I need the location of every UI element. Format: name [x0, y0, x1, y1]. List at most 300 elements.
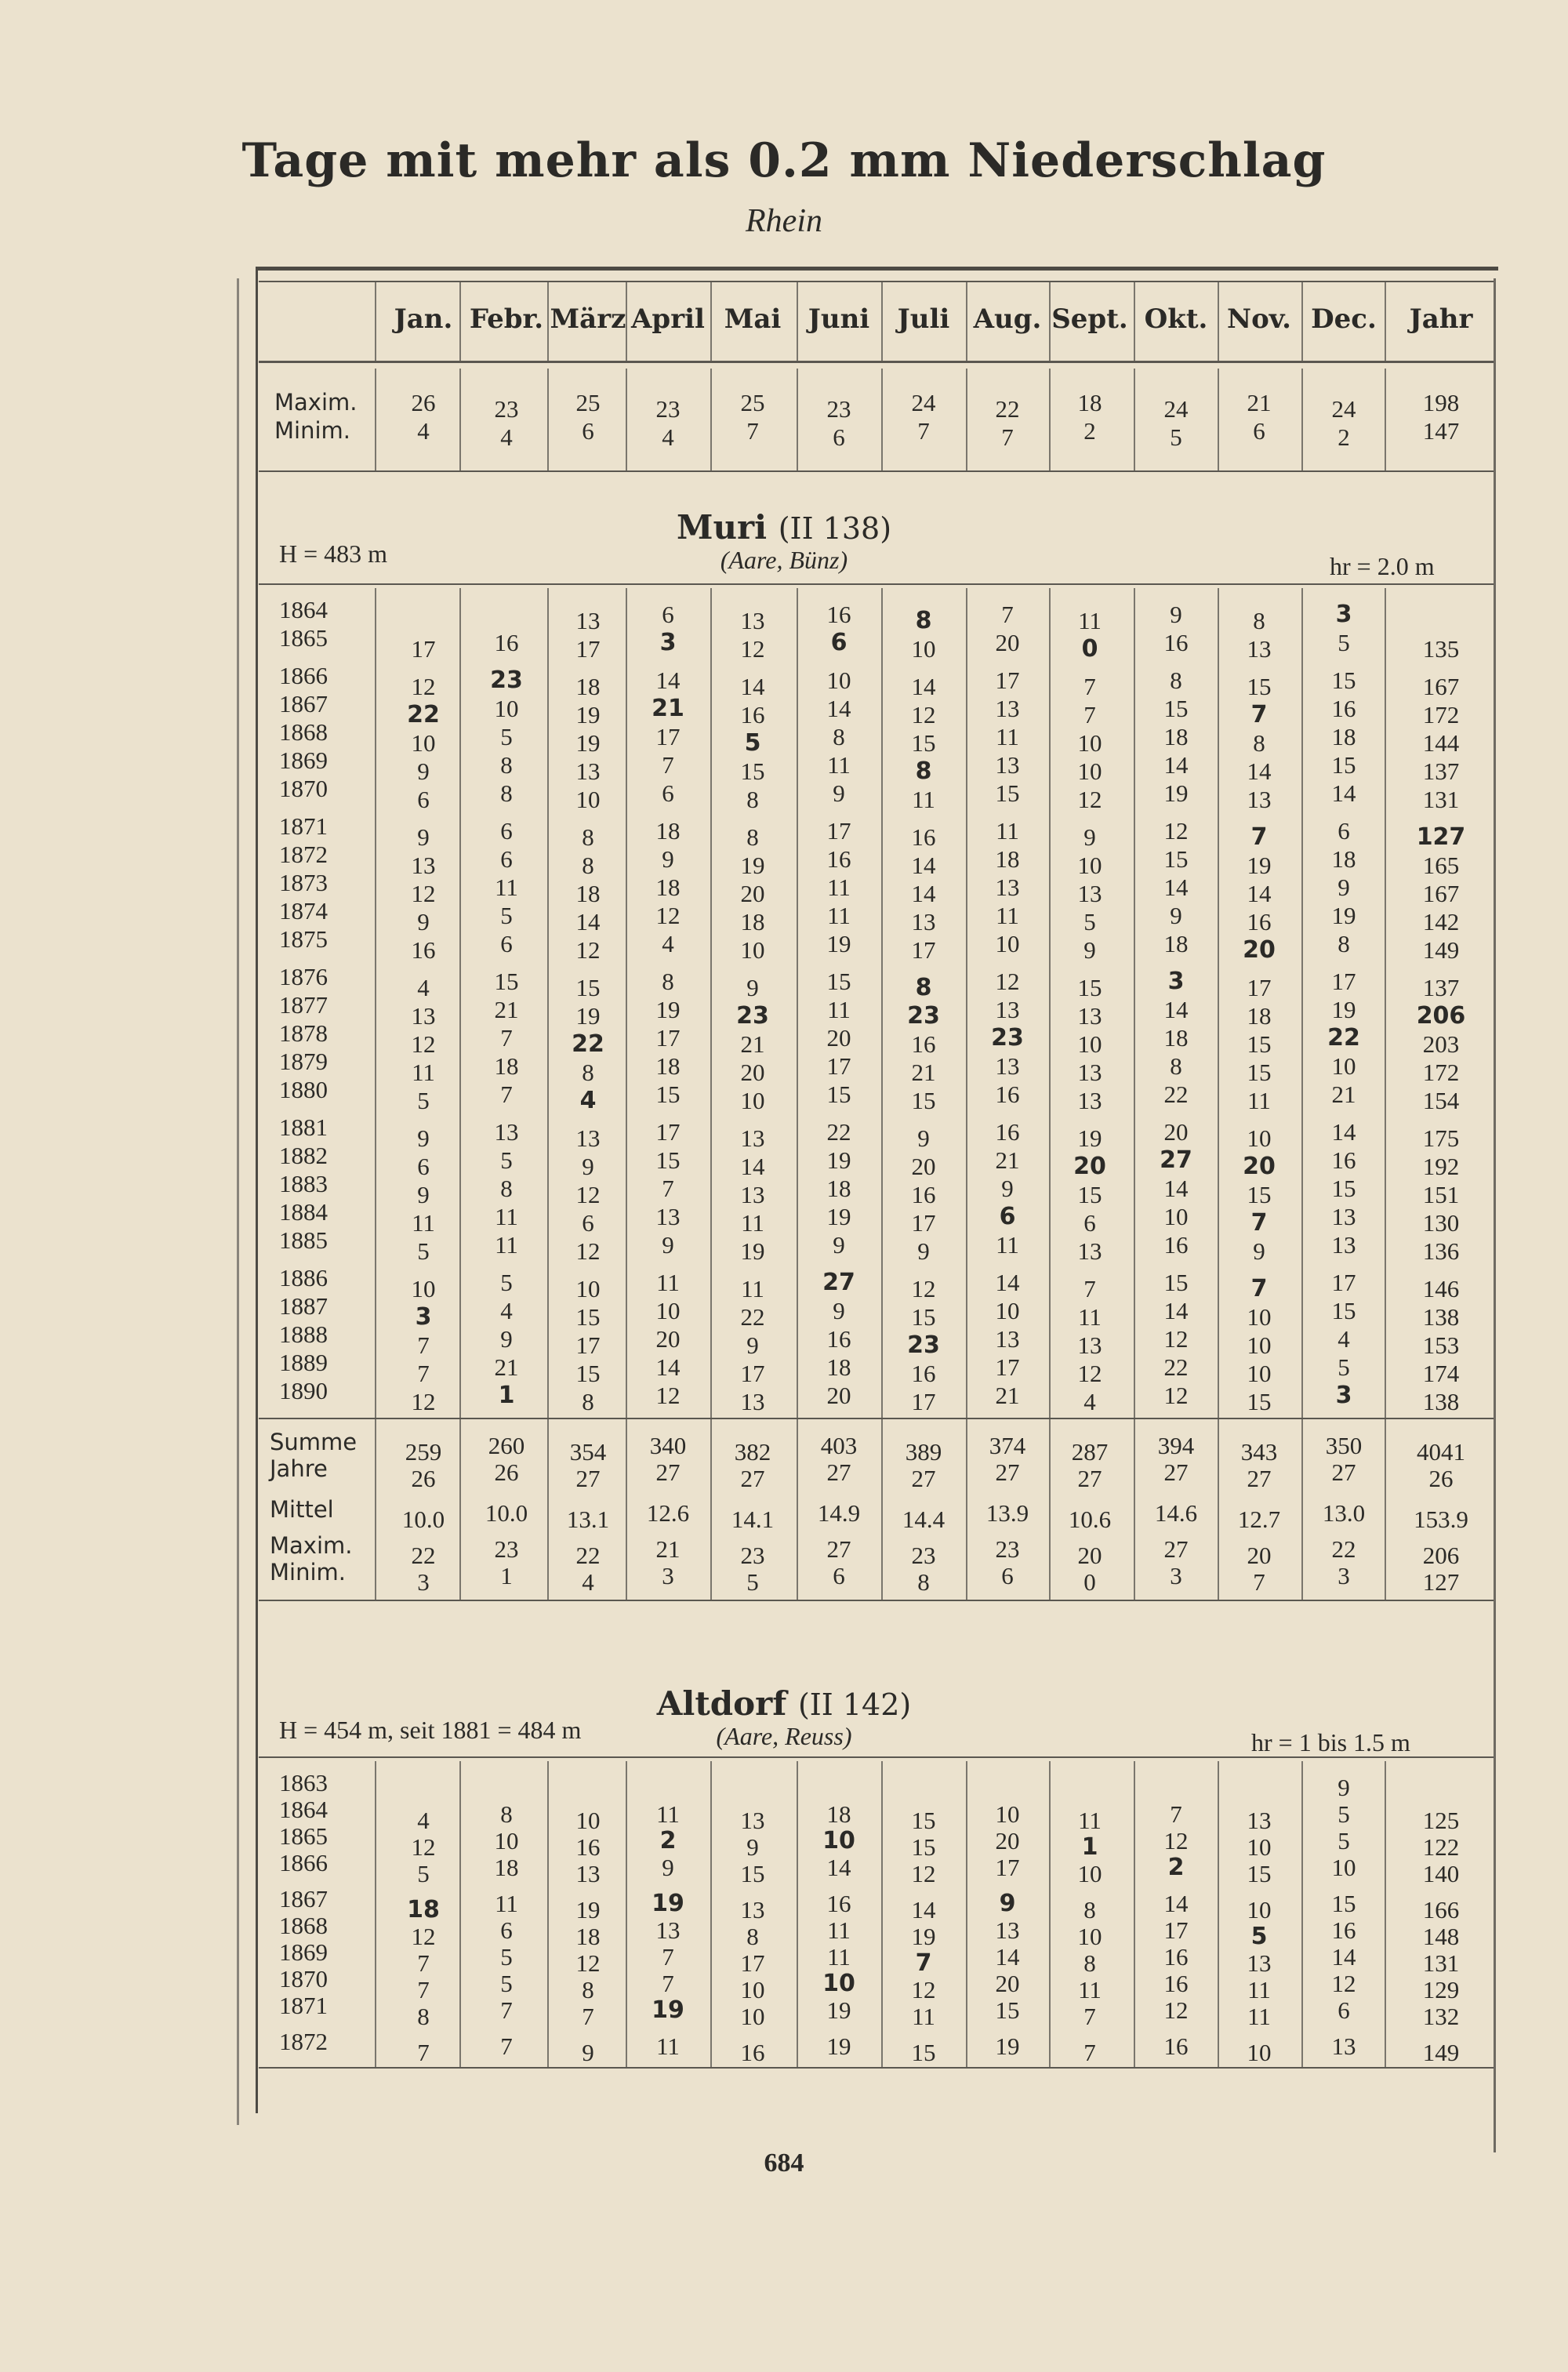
altdorf-year-label: 1869 [279, 1938, 328, 1966]
table-cell: 10 [822, 1970, 855, 1997]
table-cell: 17 [911, 936, 936, 964]
table-cell: 131 [1422, 786, 1460, 813]
muri-year-label: 1880 [279, 1076, 328, 1103]
table-cell: 12.6 [646, 1499, 690, 1527]
muri-summary-label: Minim. [270, 1559, 346, 1586]
table-cell: 16 [1163, 2032, 1189, 2060]
table-cell: 13 [1247, 1807, 1272, 1834]
table-cell: 19 [826, 1203, 851, 1230]
table-cell: 11 [1078, 1976, 1102, 2003]
muri-year-label: 1870 [279, 775, 328, 802]
table-cell: 17 [911, 1388, 936, 1415]
muri-year-label: 1864 [279, 596, 328, 623]
table-cell: 14 [1331, 1943, 1356, 1971]
table-cell: 12 [1077, 1360, 1102, 1387]
altdorf-divider [547, 1761, 549, 2067]
table-cell: 9 [1170, 902, 1182, 929]
table-cell: 10 [995, 930, 1020, 957]
muri-divider [1301, 588, 1303, 1418]
table-cell: 6 [500, 930, 513, 957]
table-cell: 9 [417, 908, 430, 935]
table-cell: 19 [652, 1996, 684, 2024]
table-cell: 13 [740, 1181, 765, 1208]
table-cell: 11 [912, 2003, 935, 2030]
table-cell: 15 [494, 968, 519, 995]
altdorf-top-rule [259, 1756, 1494, 1758]
table-cell: 13 [1077, 1087, 1102, 1114]
table-cell: 5 [417, 1237, 430, 1265]
table-cell: 10 [1247, 1303, 1272, 1331]
table-cell: 10.0 [401, 1506, 445, 1533]
table-cell: 16 [575, 1833, 601, 1861]
table-cell: 13 [1331, 1203, 1356, 1230]
table-cell: 9 [833, 779, 845, 807]
table-cell: 6 [662, 601, 674, 628]
table-cell: 7 [500, 1996, 513, 2024]
table-cell: 22 [407, 701, 440, 728]
table-cell: 14 [1247, 880, 1272, 907]
table-cell: 1 [500, 1562, 513, 1589]
table-cell: 6 [582, 417, 594, 445]
table-cell: 8 [500, 1175, 513, 1202]
altdorf-divider [1134, 1761, 1135, 2067]
altdorf-year-label: 1870 [279, 1965, 328, 1992]
table-cell: 10 [1077, 1860, 1102, 1887]
table-cell: 4 [579, 1087, 597, 1114]
table-cell: 18 [575, 1923, 601, 1950]
table-cell: 12 [575, 1181, 601, 1208]
table-cell: 12 [911, 1976, 936, 2003]
table-cell: 13 [655, 1203, 681, 1230]
table-cell: 7 [1083, 2003, 1096, 2030]
table-cell: 6 [1253, 417, 1265, 445]
muri-year-label: 1878 [279, 1019, 328, 1047]
table-cell: 17 [1331, 968, 1356, 995]
table-cell: 12 [575, 1949, 601, 1977]
table-cell: 21 [494, 1353, 519, 1381]
table-cell: 14 [826, 1854, 851, 1881]
table-cell: 24 [911, 389, 936, 416]
table-cell: 12 [411, 1923, 436, 1950]
page-subtitle: Rhein [746, 203, 822, 239]
table-cell: 8 [1253, 607, 1265, 634]
table-cell: 7 [417, 1949, 430, 1977]
table-cell: 9 [746, 1331, 759, 1359]
table-cell: 16 [494, 629, 519, 656]
table-cell: 19 [1247, 852, 1272, 879]
header-top-rule [259, 281, 1494, 282]
muri-summary-divider [881, 1419, 883, 1601]
table-cell: 6 [1083, 1209, 1096, 1237]
altdorf-year-label: 1866 [279, 1849, 328, 1876]
muri-year-label: 1875 [279, 925, 328, 953]
table-cell: 12 [411, 1388, 436, 1415]
table-cell: 12 [740, 635, 765, 663]
table-cell: 9 [662, 1854, 674, 1881]
table-cell: 13.0 [1322, 1499, 1366, 1527]
table-cell: 19 [826, 930, 851, 957]
table-cell: 18 [1331, 845, 1356, 873]
table-cell: 20 [995, 1827, 1020, 1854]
table-cell: 8 [1338, 930, 1350, 957]
table-cell: 13.9 [985, 1499, 1029, 1527]
table-cell: 23 [911, 1542, 936, 1569]
table-cell: 13 [740, 1124, 765, 1152]
table-cell: 12 [411, 1833, 436, 1861]
table-cell: 131 [1422, 1949, 1460, 1977]
table-cell: 16 [911, 1030, 936, 1058]
table-cell: 4 [1083, 1388, 1096, 1415]
table-cell: 15 [1331, 667, 1356, 694]
table-cell: 21 [652, 695, 684, 722]
table-cell: 137 [1422, 974, 1460, 1001]
muri-summary-label: Mittel [270, 1496, 334, 1523]
table-cell: 10 [1077, 757, 1102, 785]
altdorf-divider [1301, 1761, 1303, 2067]
rhein-divider [626, 369, 627, 470]
table-cell: 10 [1331, 1854, 1356, 1881]
table-cell: 7 [500, 1024, 513, 1052]
muri-year-label: 1890 [279, 1377, 328, 1404]
altdorf-divider [375, 1761, 376, 2067]
table-cell: 5 [500, 1269, 513, 1296]
table-cell: 8 [1083, 1949, 1096, 1977]
table-cell: 192 [1422, 1153, 1460, 1180]
muri-year-label: 1885 [279, 1226, 328, 1254]
table-cell: 13.1 [566, 1506, 610, 1533]
table-cell: 7 [1083, 701, 1096, 728]
table-cell: 174 [1422, 1360, 1460, 1387]
table-cell: 21 [494, 996, 519, 1023]
table-cell: 11 [827, 874, 851, 901]
table-cell: 11 [1078, 1303, 1102, 1331]
table-cell: 3 [417, 1568, 430, 1596]
table-cell: 16 [740, 701, 765, 728]
table-cell: 10 [995, 1297, 1020, 1324]
muri-year-label: 1887 [279, 1292, 328, 1320]
table-cell: 19 [911, 1923, 936, 1950]
table-cell: 13 [995, 1325, 1020, 1353]
altdorf-station-name: Altdorf [656, 1684, 787, 1723]
header-divider [966, 282, 967, 361]
table-cell: 16 [1331, 1146, 1356, 1174]
table-cell: 4 [500, 1297, 513, 1324]
table-cell: 10 [740, 2003, 765, 2030]
rhein-divider [459, 369, 461, 470]
table-cell: 16 [411, 936, 436, 964]
table-cell: 18 [655, 874, 681, 901]
table-cell: 10 [1247, 1360, 1272, 1387]
table-cell: 2 [659, 1827, 677, 1854]
table-cell: 11 [741, 1275, 764, 1302]
table-cell: 22 [1163, 1081, 1189, 1108]
rhein-divider [966, 369, 967, 470]
table-cell: 14.4 [902, 1506, 946, 1533]
table-cell: 10 [1077, 729, 1102, 757]
table-cell: 26 [1428, 1465, 1454, 1492]
table-cell: 17 [655, 1118, 681, 1146]
muri-divider [626, 588, 627, 1418]
table-cell: 20 [1163, 1118, 1189, 1146]
table-cell: 15 [1331, 751, 1356, 779]
table-cell: 4 [417, 417, 430, 445]
table-cell: 9 [662, 1231, 674, 1259]
table-cell: 27 [1163, 1535, 1189, 1563]
table-cell: 6 [833, 423, 845, 451]
table-cell: 135 [1422, 635, 1460, 663]
column-header: Sept. [1051, 303, 1128, 335]
table-cell: 5 [500, 902, 513, 929]
table-cell: 5 [500, 1943, 513, 1971]
table-cell: 4 [582, 1568, 594, 1596]
table-cell: 25 [575, 389, 601, 416]
table-cell: 167 [1422, 880, 1460, 907]
table-cell: 5 [417, 1860, 430, 1887]
table-cell: 7 [1250, 823, 1268, 851]
table-cell: 7 [1083, 2039, 1096, 2066]
table-cell: 16 [1163, 1943, 1189, 1971]
table-cell: 374 [989, 1432, 1026, 1459]
table-cell: 27 [1331, 1458, 1356, 1486]
muri-summary-label: Jahre [270, 1455, 328, 1482]
table-cell: 10 [740, 936, 765, 964]
table-cell: 11 [495, 874, 518, 901]
table-cell: 260 [488, 1432, 525, 1459]
table-cell: 147 [1422, 417, 1460, 445]
table-cell: 8 [662, 968, 674, 995]
table-cell: 4041 [1417, 1438, 1465, 1466]
table-cell: 22 [575, 1542, 601, 1569]
muri-year-label: 1889 [279, 1349, 328, 1376]
table-cell: 20 [655, 1325, 681, 1353]
table-cell: 20 [740, 1059, 765, 1086]
muri-summary-divider [710, 1419, 712, 1601]
table-cell: 14 [1163, 1175, 1189, 1202]
table-cell: 403 [820, 1432, 858, 1459]
table-cell: 6 [500, 817, 513, 845]
muri-year-label: 1882 [279, 1142, 328, 1169]
table-cell: 15 [1331, 1175, 1356, 1202]
table-cell: 142 [1422, 908, 1460, 935]
table-cell: 27 [822, 1269, 855, 1296]
table-cell: 7 [1170, 1800, 1182, 1828]
table-cell: 8 [582, 1976, 594, 2003]
table-cell: 9 [582, 1153, 594, 1180]
table-cell: 16 [826, 1890, 851, 1917]
table-cell: 165 [1422, 852, 1460, 879]
table-cell: 8 [915, 607, 932, 634]
table-cell: 27 [1077, 1465, 1102, 1492]
table-cell: 11 [1247, 1087, 1271, 1114]
muri-summary-label: Maxim. [270, 1532, 353, 1559]
rhein-divider [797, 369, 798, 470]
muri-summary-divider [459, 1419, 461, 1601]
table-cell: 9 [746, 974, 759, 1001]
altdorf-year-label: 1864 [279, 1796, 328, 1823]
table-cell: 7 [917, 417, 930, 445]
table-cell: 354 [569, 1438, 607, 1466]
table-cell: 175 [1422, 1124, 1460, 1152]
table-cell: 11 [827, 902, 851, 929]
table-cell: 16 [911, 1360, 936, 1387]
table-cell: 24 [1331, 395, 1356, 423]
altdorf-divider [797, 1761, 798, 2067]
header-divider [375, 282, 376, 361]
altdorf-height: H = 454 m, seit 1881 = 484 m [279, 1716, 582, 1744]
table-cell: 389 [905, 1438, 942, 1466]
table-cell: 3 [1335, 1382, 1352, 1409]
table-cell: 23 [494, 1535, 519, 1563]
table-cell: 18 [1163, 723, 1189, 750]
table-cell: 13 [995, 996, 1020, 1023]
altdorf-divider [1049, 1761, 1051, 2067]
table-cell: 167 [1422, 673, 1460, 700]
table-cell: 15 [911, 1303, 936, 1331]
table-cell: 4 [662, 930, 674, 957]
table-cell: 8 [582, 823, 594, 851]
table-cell: 18 [494, 1854, 519, 1881]
table-cell: 15 [1247, 1059, 1272, 1086]
rhein-divider [1301, 369, 1303, 470]
table-cell: 7 [746, 417, 759, 445]
table-cell: 151 [1422, 1181, 1460, 1208]
muri-divider [966, 588, 967, 1418]
table-cell: 7 [1250, 1209, 1268, 1237]
table-cell: 13 [1331, 1231, 1356, 1259]
rhein-divider [881, 369, 883, 470]
table-cell: 12 [1163, 817, 1189, 845]
table-cell: 259 [405, 1438, 442, 1466]
table-cell: 5 [1338, 1827, 1350, 1854]
table-cell: 15 [655, 1146, 681, 1174]
table-cell: 13 [575, 1860, 601, 1887]
column-header: Nov. [1227, 303, 1291, 335]
table-cell: 11 [1247, 1976, 1271, 2003]
table-cell: 153 [1422, 1331, 1460, 1359]
table-cell: 5 [1250, 1923, 1268, 1950]
table-cell: 10 [740, 1087, 765, 1114]
table-cell: 10 [575, 786, 601, 813]
table-cell: 17 [995, 1353, 1020, 1381]
table-cell: 26 [411, 1465, 436, 1492]
table-cell: 12 [911, 701, 936, 728]
table-cell: 350 [1325, 1432, 1363, 1459]
table-cell: 21 [655, 1535, 681, 1563]
table-cell: 9 [1083, 823, 1096, 851]
table-cell: 26 [411, 389, 436, 416]
altdorf-divider [881, 1761, 883, 2067]
table-cell: 19 [575, 1896, 601, 1923]
table-cell: 15 [740, 1860, 765, 1887]
table-cell: 23 [995, 1535, 1020, 1563]
table-cell: 9 [917, 1124, 930, 1152]
header-divider [1301, 282, 1303, 361]
table-cell: 12 [575, 1237, 601, 1265]
column-header: Okt. [1144, 303, 1208, 335]
table-cell: 6 [500, 1916, 513, 1944]
table-cell: 20 [911, 1153, 936, 1180]
table-cell: 12 [655, 1382, 681, 1409]
table-cell: 16 [740, 2039, 765, 2066]
table-cell: 20 [1073, 1153, 1106, 1180]
table-cell: 5 [417, 1087, 430, 1114]
table-cell: 14 [911, 852, 936, 879]
table-cell: 10 [411, 1275, 436, 1302]
table-cell: 13 [1331, 2032, 1356, 2060]
table-cell: 15 [911, 729, 936, 757]
table-cell: 10 [1163, 1203, 1189, 1230]
altdorf-year-label: 1868 [279, 1912, 328, 1939]
table-cell: 5 [500, 1146, 513, 1174]
table-cell: 206 [1422, 1542, 1460, 1569]
table-cell: 9 [417, 1124, 430, 1152]
column-header: März [550, 303, 626, 335]
muri-summary-divider [1385, 1419, 1386, 1601]
table-cell: 12 [911, 1860, 936, 1887]
table-cell: 15 [1077, 974, 1102, 1001]
table-cell: 17 [995, 667, 1020, 694]
table-cell: 10 [655, 1297, 681, 1324]
table-cell: 19 [652, 1890, 684, 1917]
table-cell: 21 [740, 1030, 765, 1058]
table-cell: 27 [655, 1458, 681, 1486]
table-cell: 14 [1163, 874, 1189, 901]
table-cell: 19 [1331, 902, 1356, 929]
table-cell: 14 [575, 908, 601, 935]
muri-station-title [0, 508, 1568, 547]
table-cell: 11 [996, 902, 1019, 929]
table-cell: 6 [1338, 817, 1350, 845]
column-header: Juli [897, 303, 950, 335]
table-cell: 7 [662, 1943, 674, 1971]
table-cell: 10 [575, 1275, 601, 1302]
muri-rivers: (Aare, Bünz) [720, 546, 848, 574]
table-cell: 4 [1338, 1325, 1350, 1353]
table-cell: 9 [500, 1325, 513, 1353]
table-cell: 20 [1247, 1542, 1272, 1569]
table-cell: 6 [830, 629, 848, 656]
table-cell: 5 [500, 723, 513, 750]
table-cell: 20 [826, 1024, 851, 1052]
table-cell: 17 [411, 635, 436, 663]
table-cell: 10 [1331, 1052, 1356, 1080]
table-cell: 3 [662, 1562, 674, 1589]
table-cell: 13 [411, 1002, 436, 1030]
table-cell: 130 [1422, 1209, 1460, 1237]
muri-height: H = 483 m [279, 539, 388, 568]
table-cell: 14 [826, 695, 851, 722]
muri-station-code: (II 138) [778, 511, 892, 546]
table-cell: 15 [1077, 1181, 1102, 1208]
column-header: April [631, 303, 705, 335]
table-cell: 7 [417, 1360, 430, 1387]
table-cell: 153.9 [1414, 1506, 1468, 1533]
table-cell: 12 [1331, 1970, 1356, 1997]
table-cell: 14 [995, 1269, 1020, 1296]
table-cell: 23 [826, 395, 851, 423]
muri-year-label: 1874 [279, 897, 328, 924]
muri-year-label: 1876 [279, 963, 328, 990]
table-cell: 23 [991, 1024, 1024, 1052]
table-cell: 10 [740, 1976, 765, 2003]
table-cell: 12 [411, 880, 436, 907]
table-cell: 11 [1078, 1807, 1102, 1834]
table-cell: 27 [826, 1535, 851, 1563]
table-cell: 8 [582, 852, 594, 879]
muri-summary-bottom-rule [259, 1600, 1494, 1601]
table-cell: 10 [494, 1827, 519, 1854]
table-cell: 10 [1247, 2039, 1272, 2066]
